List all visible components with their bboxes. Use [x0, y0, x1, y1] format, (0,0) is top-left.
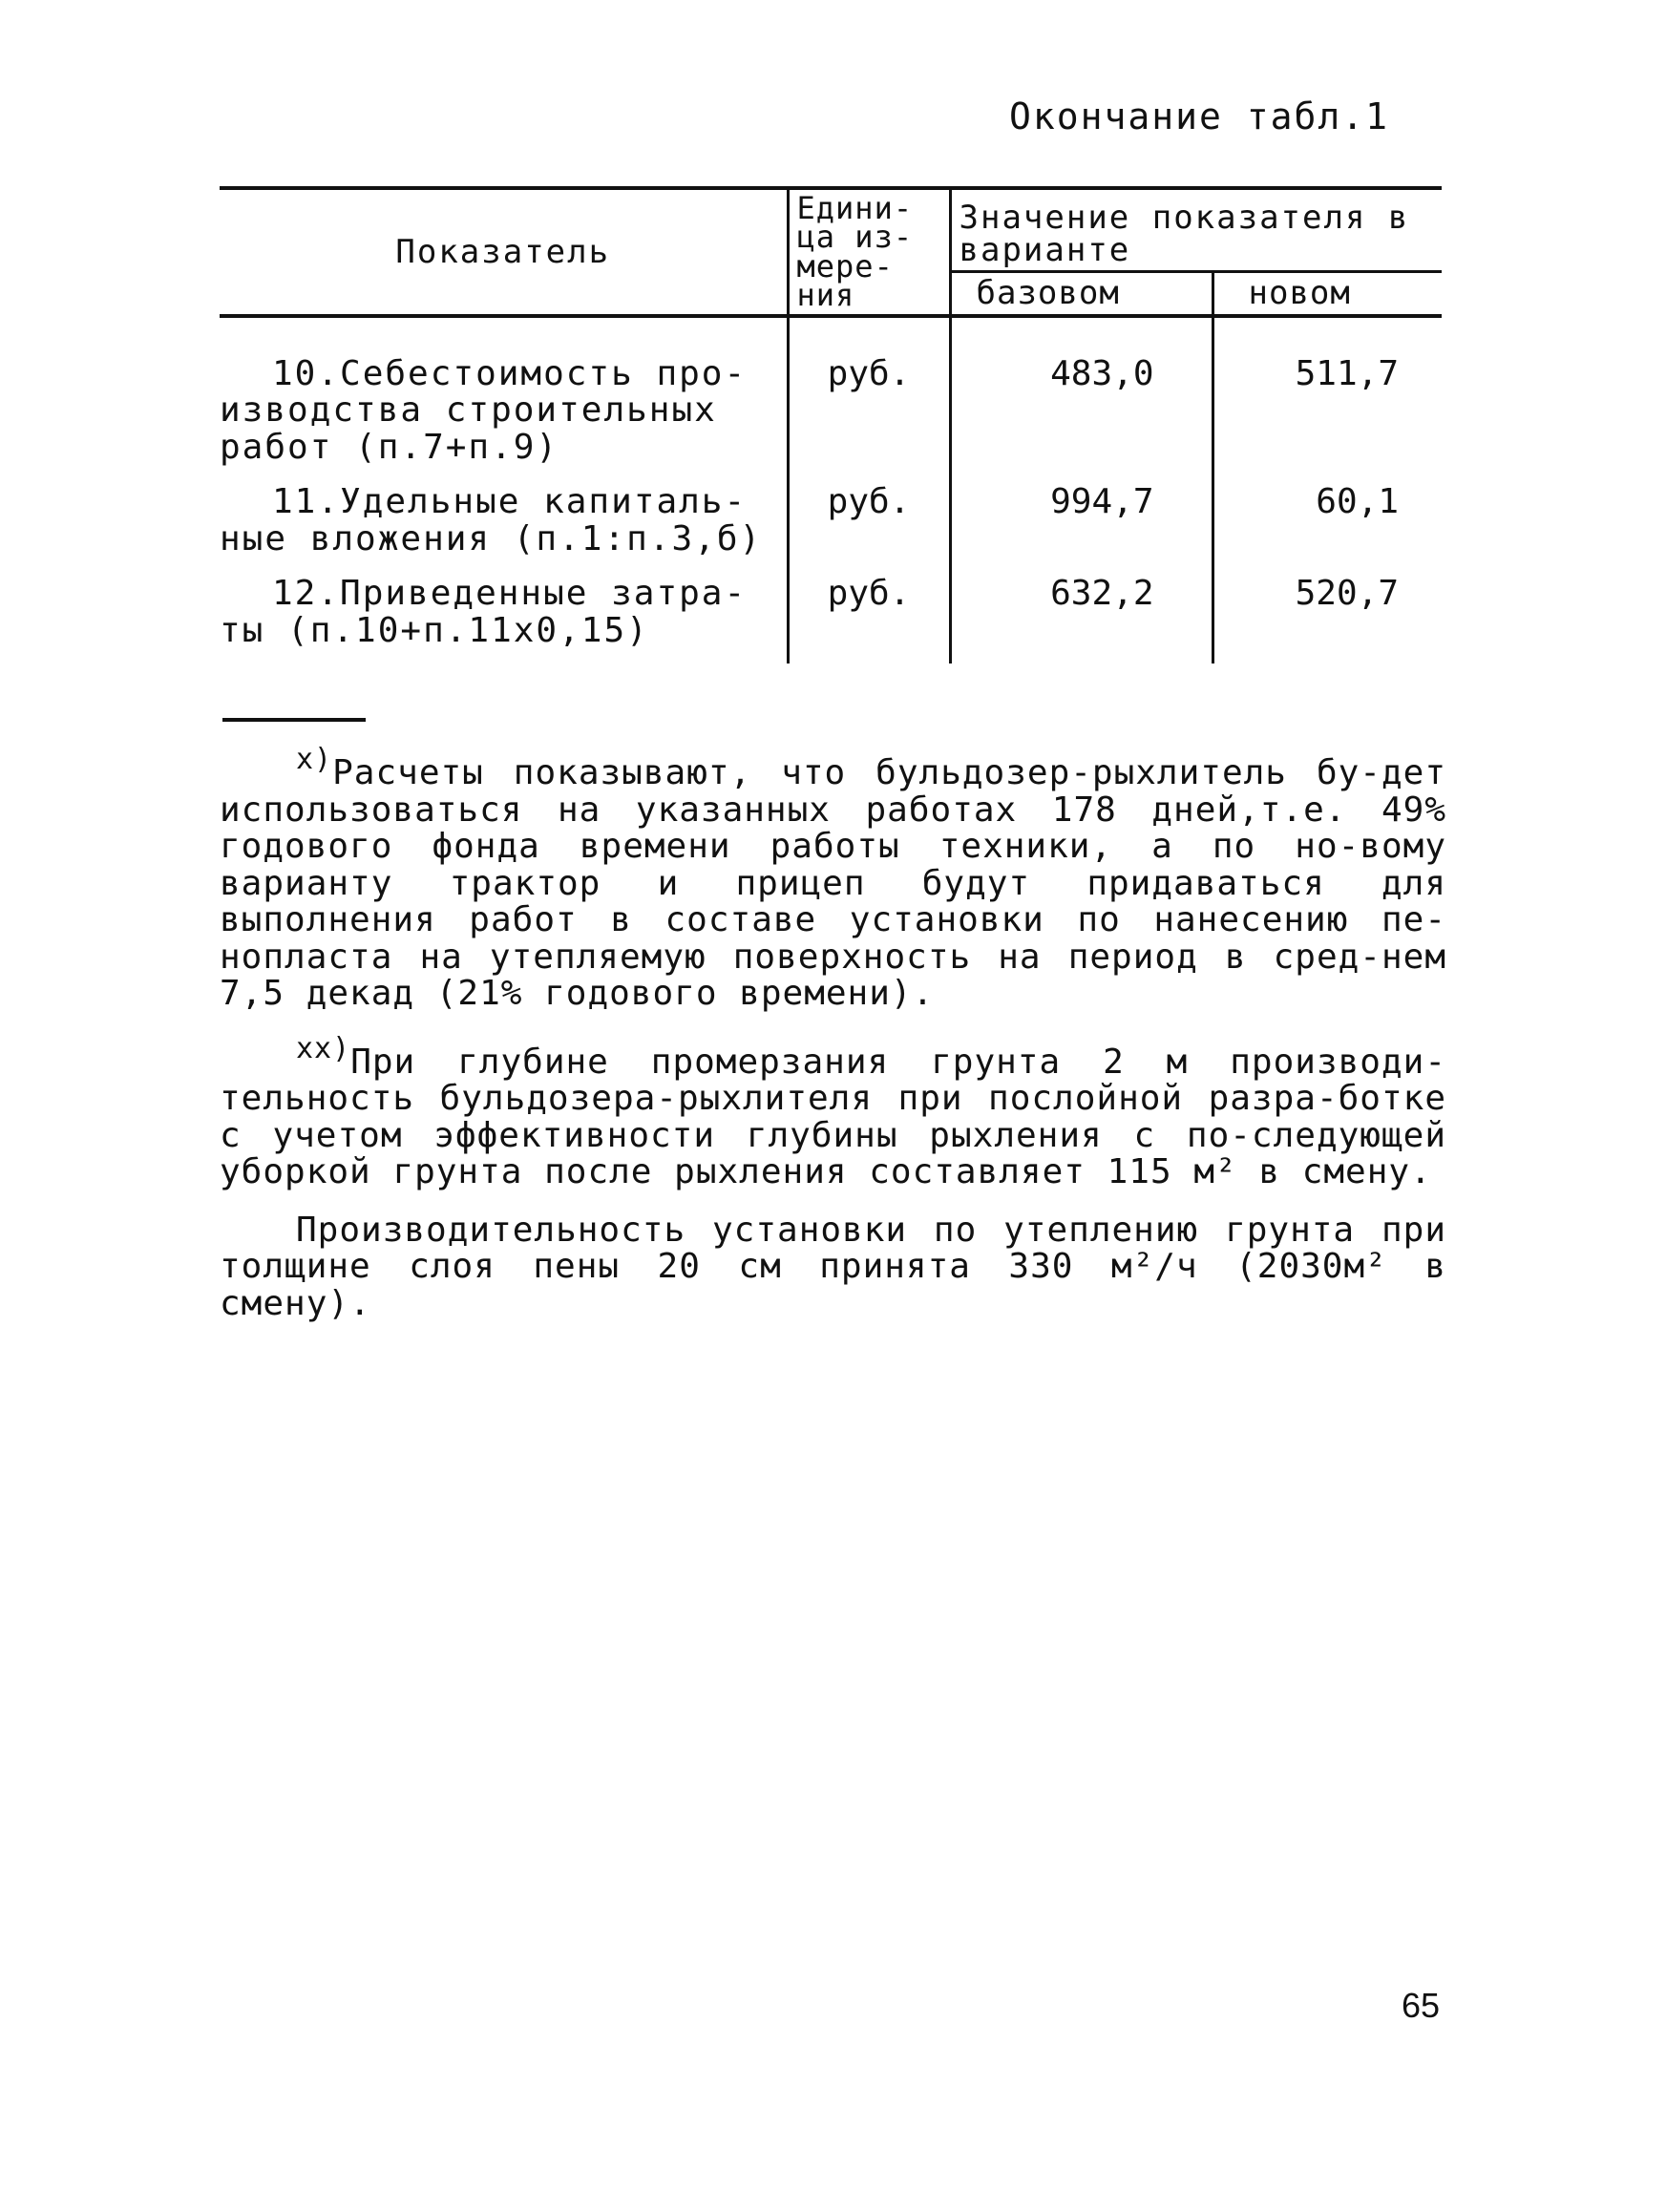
row-base-value: 994,7	[950, 467, 1213, 558]
footnote-divider	[222, 718, 366, 722]
row-name: 10.Себестоимость про-изводства строительных работ (п.7+п.9)	[220, 316, 788, 468]
row-base-value: 483,0	[950, 316, 1213, 468]
table-row	[220, 558, 1442, 664]
header-parameter: Показатель	[220, 188, 788, 316]
table-row	[220, 467, 1442, 558]
row-name: 11.Удельные капиталь-ные вложения (п.1:п.3,б)	[220, 467, 788, 558]
row-new-value: 520,7	[1295, 573, 1399, 613]
row-name: 12.Приведенные затра-ты (п.10+п.11х0,15)	[220, 558, 788, 664]
footnote-mark: xx)	[296, 1031, 351, 1065]
body-paragraph: Производительность установки по утеплению грунта при толщине слоя пены 20 см принята 330 м²/ч (2030м² в смену).	[220, 1210, 1446, 1323]
footnote-text: При глубине промерзания грунта 2 м производи-тельность бульдозера-рыхлителя при послойной разра-ботке с учетом эффективности глубины рыхления с по-следующей уборкой грунта после рыхления составляет 115 м² в смену.	[220, 1042, 1446, 1192]
header-base-variant: базовом	[950, 272, 1213, 316]
row-unit: руб.	[788, 316, 950, 468]
row-base-value: 632,2	[950, 558, 1213, 664]
header-unit: Едини-ца из-мере-ния	[788, 188, 950, 316]
row-unit: руб.	[788, 467, 950, 558]
footnote	[220, 745, 1446, 1013]
row-new-value: 60,1	[1316, 482, 1399, 522]
header-value-group: Значение показателя в варианте	[950, 188, 1442, 272]
row-unit: руб.	[788, 558, 950, 664]
indicator-table	[220, 186, 1442, 664]
table-row	[220, 316, 1442, 468]
header-new-variant: новом	[1213, 272, 1442, 316]
footnotes-section	[220, 745, 1446, 1343]
page-number: 65	[1402, 1986, 1441, 2025]
footnote-mark: x)	[296, 743, 333, 776]
row-new-value: 511,7	[1295, 353, 1399, 393]
table-caption: Окончание табл.1	[1008, 95, 1389, 137]
footnote-text: Расчеты показывают, что бульдозер-рыхлитель бу-дет использоваться на указанных работах 178 дней,т.е. 49% годового фонда времени работы техники, а по но-вому варианту трактор и прицеп будут придаваться для выполнения работ в составе установки по нанесению пе-нопласта на утепляемую поверхность на период в сред-нем 7,5 декад (21% годового времени).	[220, 753, 1446, 1014]
footnote	[220, 1031, 1446, 1192]
indicator-table-container	[220, 186, 1442, 664]
